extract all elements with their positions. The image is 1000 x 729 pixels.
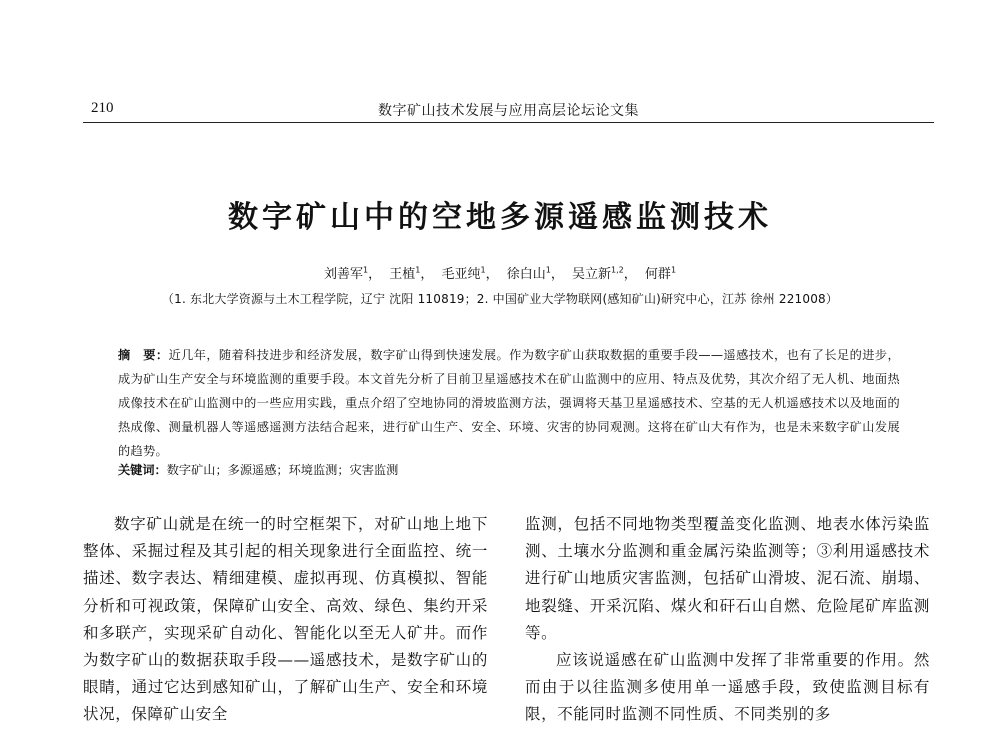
author: 徐白山$^1$ [506, 265, 551, 282]
paper-title: 数字矿山中的空地多源遥感监测技术 [228, 200, 772, 235]
journal-title: 数字矿山技术发展与应用高层论坛论文集 [378, 103, 639, 119]
body-paragraph: 数字矿山就是在统一的时空框架下，对矿山地上地下整体、采掘过程及其引起的相关现象进行全面监控、统一描述、数字表达、精细建模、虚拟再现、仿真模拟、智能分析和可视政策，保障矿山安全、高效、绿色、集约开采和多联产，实现采矿自动化、智能化以至无人矿井。而作为数字矿山的数据获取手段——遥感技术，是数字矿山的眼睛，通过它达到感知矿山，了解矿山生产、安全和环境状况，保障矿山安全 [83, 515, 488, 724]
page-number: 210 [91, 100, 114, 116]
affiliation: （1. 东北大学资源与土木工程学院，辽宁 沈阳 110819；2. 中国矿业大学物联网(感知矿山)研究中心，江苏 徐州 221008） [161, 292, 839, 306]
body-column-left [83, 511, 488, 729]
keywords-label: 关键词： [118, 463, 167, 477]
author: 刘善军$^1$ [323, 265, 369, 282]
author: 何群$^1$ [644, 265, 677, 282]
author: 毛亚纯$^1$ [441, 265, 486, 282]
body-column-right [525, 511, 930, 729]
abstract-text: 近几年，随着科技进步和经济发展，数字矿山得到快速发展。作为数字矿山获取数据的重要手段——遥感技术，也有了长足的进步，成为矿山生产安全与环境监测的重要手段。本文首先分析了目前卫星遥感技术在矿山监测中的应用、特点及优势，其次介绍了无人机、地面热成像技术在矿山监测中的一些应用实践，重点介绍了空地协同的滑坡监测方法，强调将天基卫星遥感技术、空基的无人机遥感技术以及地面的热成像、测量机器人等遥感遥测方法结合起来，进行矿山生产、安全、环境、灾害的协同观测。这将在矿山大有作为，也是未来数字矿山发展的趋势。 [118, 348, 900, 458]
keywords-text: 数字矿山；多源遥感；环境监测；灾害监测 [166, 463, 399, 477]
header-rule [83, 122, 934, 123]
keywords [118, 461, 900, 478]
abstract [118, 343, 900, 463]
body-paragraph: 监测，包括不同地物类型覆盖变化监测、地表水体污染监测、土壤水分监测和重金属污染监测等；③利用遥感技术进行矿山地质灾害监测，包括矿山滑坡、泥石流、崩塌、地裂缝、开采沉陷、煤火和矸石山自燃、危险尾矿库监测等。 [525, 515, 930, 642]
body-paragraph: 应该说遥感在矿山监测中发挥了非常重要的作用。然而由于以往监测多使用单一遥感手段，致使监测目标有限，不能同时监测不同性质、不同类别的多 [525, 651, 930, 724]
author: 王植$^1$ [389, 265, 421, 282]
author: 吴立新$^{1,2}$ [572, 265, 624, 282]
running-header [83, 96, 934, 126]
abstract-label: 摘 要： [118, 348, 169, 362]
author-list: 刘善军$^1$， 王植$^1$， 毛亚纯$^1$， 徐白山$^1$， 吴立新$^{1,2}$， 何群$^1$ [323, 265, 677, 282]
